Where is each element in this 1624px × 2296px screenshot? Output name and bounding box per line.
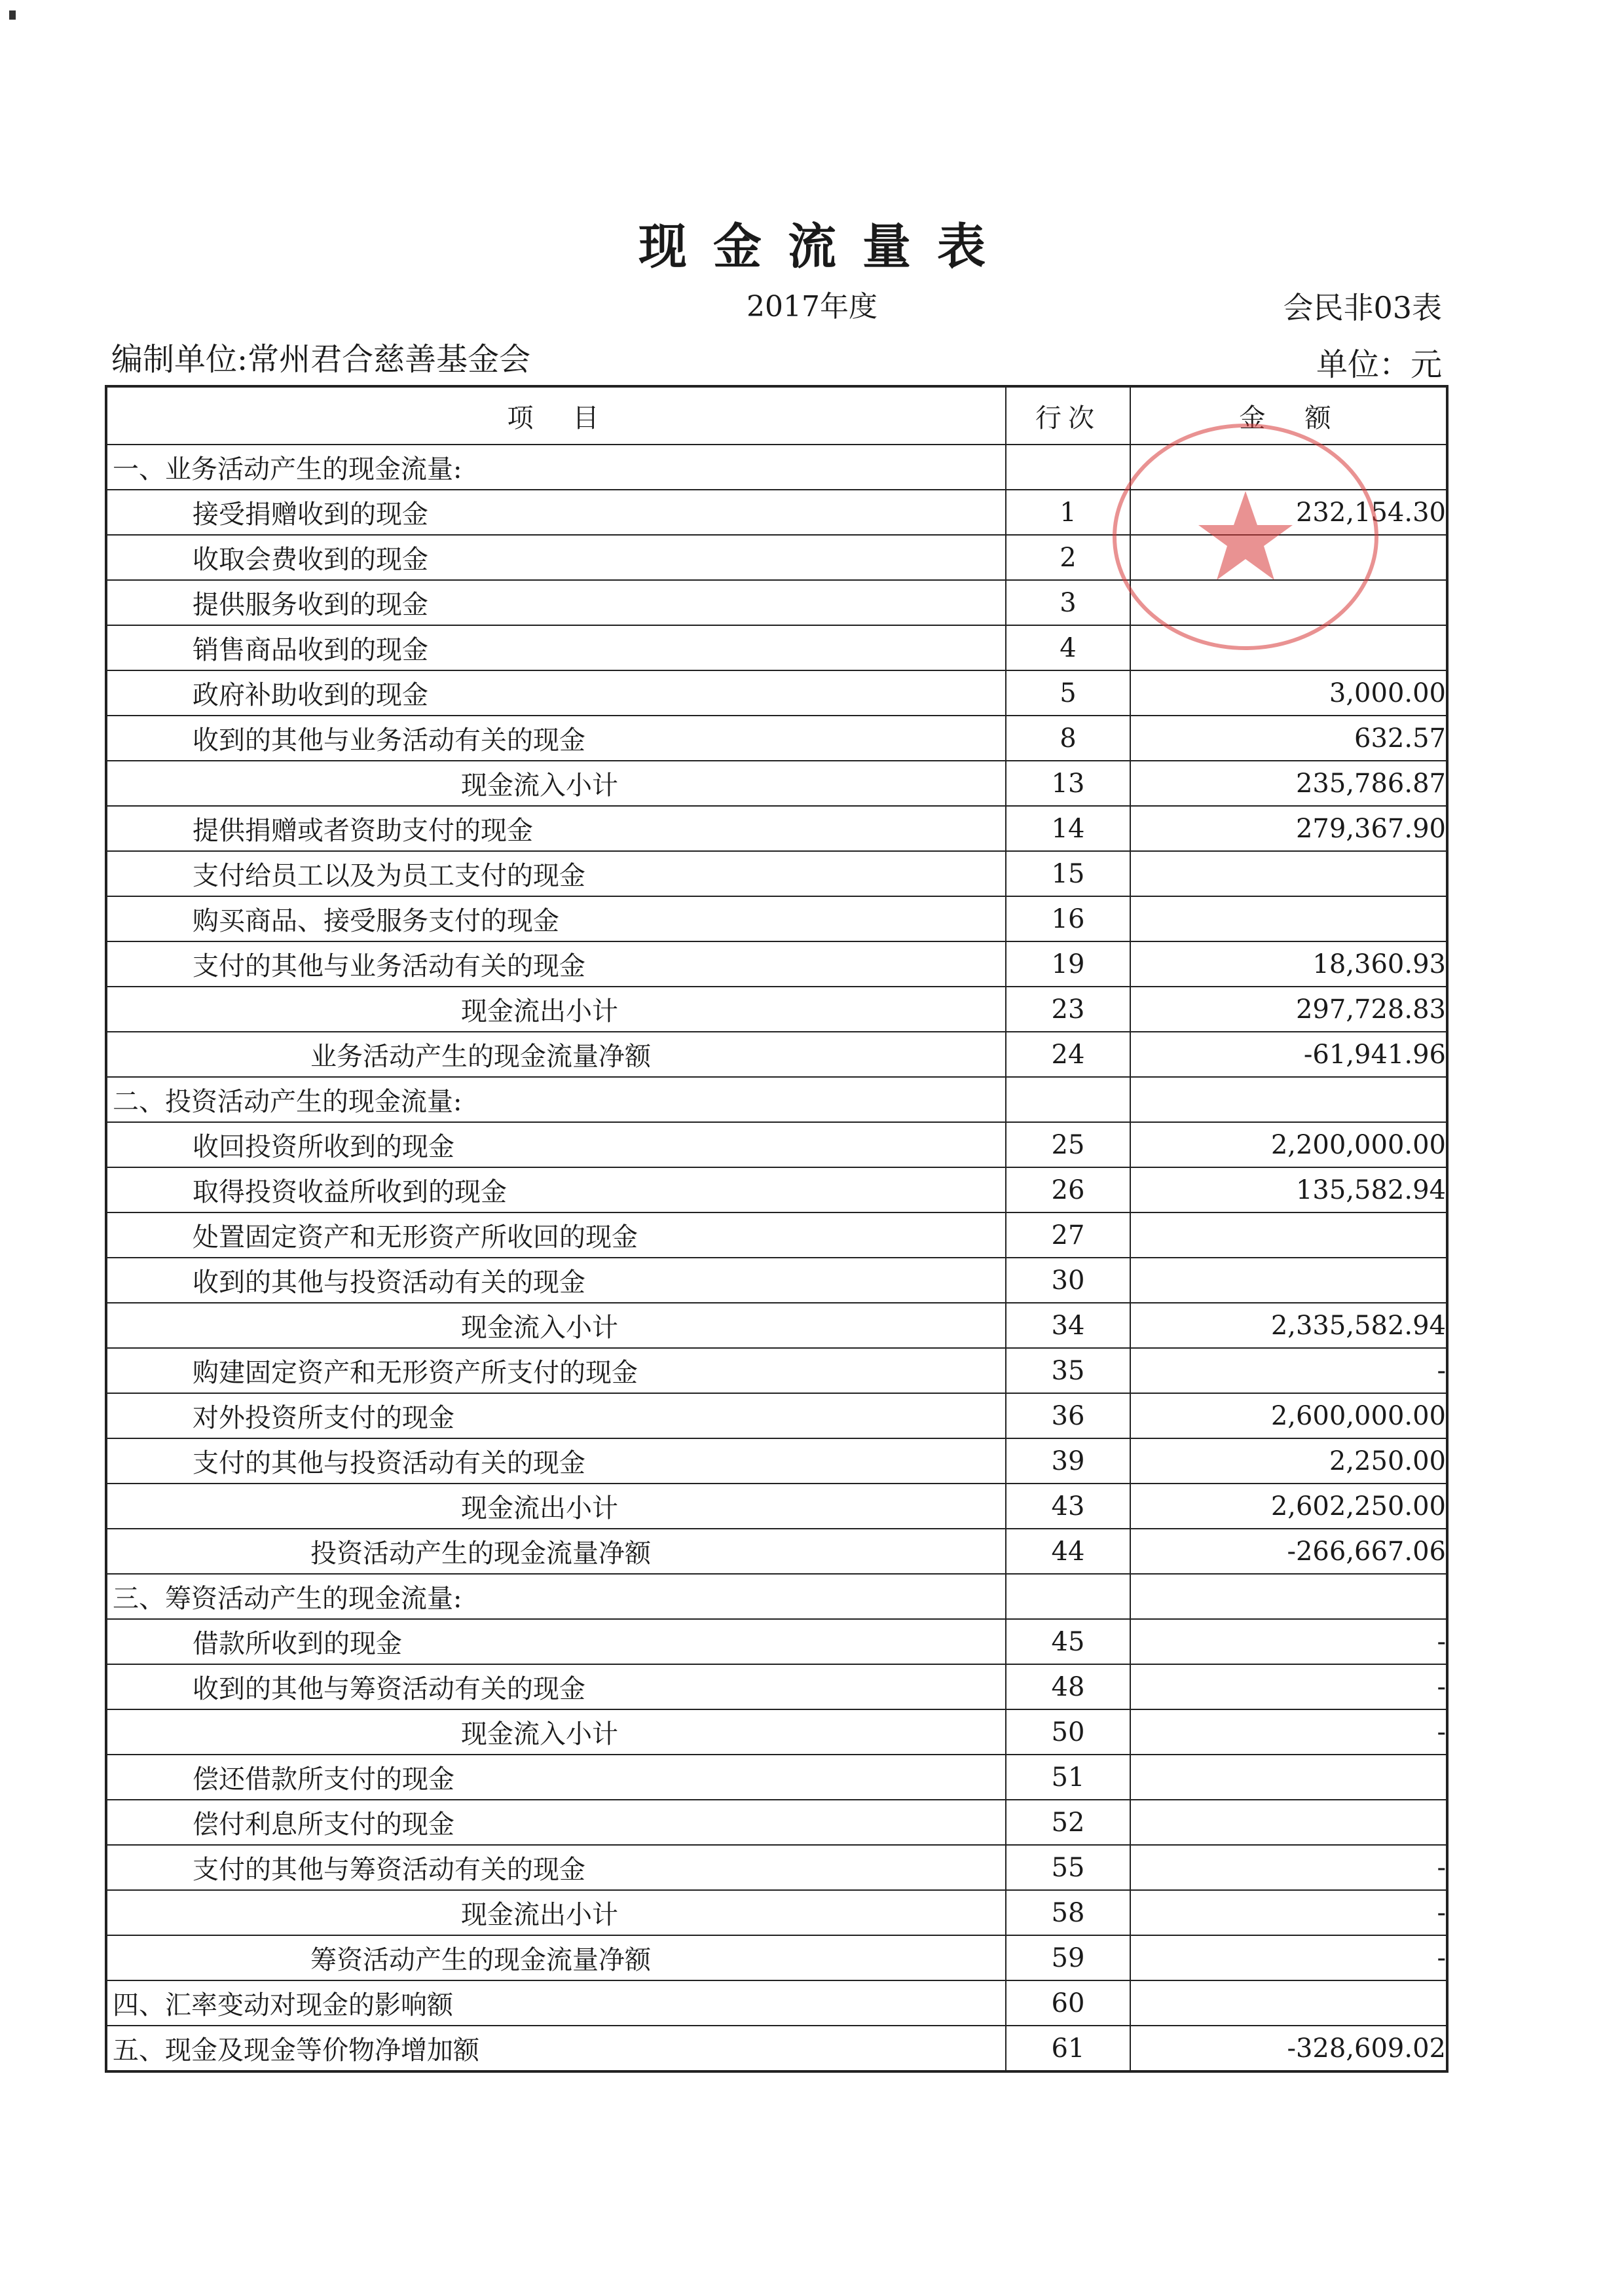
row-line-no: 30: [1006, 1258, 1130, 1303]
row-line-no: 15: [1006, 851, 1130, 896]
table-row: [106, 896, 1447, 941]
row-amount: [1130, 1980, 1447, 2026]
row-item: 收到的其他与业务活动有关的现金: [106, 716, 1006, 761]
row-amount: -266,667.06: [1130, 1529, 1447, 1574]
row-line-no: 16: [1006, 896, 1130, 941]
row-amount: 3,000.00: [1130, 670, 1447, 716]
row-item: 支付给员工以及为员工支付的现金: [106, 851, 1006, 896]
row-item: 偿付利息所支付的现金: [106, 1800, 1006, 1845]
table-row: [106, 490, 1447, 535]
row-amount: -: [1130, 1348, 1447, 1393]
table-row: [106, 1258, 1447, 1303]
table-row: [106, 1438, 1447, 1484]
row-item: 购建固定资产和无形资产所支付的现金: [106, 1348, 1006, 1393]
row-amount: 297,728.83: [1130, 987, 1447, 1032]
row-item: 政府补助收到的现金: [106, 670, 1006, 716]
table-row: [106, 941, 1447, 987]
row-line-no: [1006, 445, 1130, 490]
row-amount: 2,200,000.00: [1130, 1122, 1447, 1167]
row-line-no: 43: [1006, 1484, 1130, 1529]
row-line-no: 36: [1006, 1393, 1130, 1438]
row-item: 购买商品、接受服务支付的现金: [106, 896, 1006, 941]
cash-flow-table: [105, 385, 1449, 2073]
table-row: [106, 1032, 1447, 1077]
row-item: 五、现金及现金等价物净增加额: [106, 2026, 1006, 2071]
row-amount: 279,367.90: [1130, 806, 1447, 851]
row-line-no: 55: [1006, 1845, 1130, 1890]
row-line-no: 51: [1006, 1755, 1130, 1800]
row-item: 提供服务收到的现金: [106, 580, 1006, 625]
row-line-no: 52: [1006, 1800, 1130, 1845]
table-row: [106, 535, 1447, 580]
table-row: [106, 1077, 1447, 1122]
table-row: [106, 580, 1447, 625]
scan-corner-mark: [9, 10, 16, 20]
row-line-no: 24: [1006, 1032, 1130, 1077]
table-row: [106, 1619, 1447, 1664]
table-row: [106, 716, 1447, 761]
row-line-no: 4: [1006, 625, 1130, 670]
table-row: [106, 1845, 1447, 1890]
row-item: 销售商品收到的现金: [106, 625, 1006, 670]
row-amount: -: [1130, 1845, 1447, 1890]
row-item: 偿还借款所支付的现金: [106, 1755, 1006, 1800]
row-line-no: 13: [1006, 761, 1130, 806]
row-amount: -: [1130, 1709, 1447, 1755]
row-amount: -: [1130, 1619, 1447, 1664]
table-row: [106, 1212, 1447, 1258]
row-item: 对外投资所支付的现金: [106, 1393, 1006, 1438]
row-amount: 235,786.87: [1130, 761, 1447, 806]
table-row: [106, 1800, 1447, 1845]
table-row: [106, 806, 1447, 851]
row-amount: [1130, 896, 1447, 941]
row-amount: 2,250.00: [1130, 1438, 1447, 1484]
row-line-no: [1006, 1574, 1130, 1619]
table-row: [106, 1393, 1447, 1438]
header-amount: 金 额: [1130, 386, 1447, 445]
table-row: [106, 1664, 1447, 1709]
row-item: 取得投资收益所收到的现金: [106, 1167, 1006, 1212]
table-row: [106, 1122, 1447, 1167]
fiscal-year: 2017年度: [747, 290, 877, 323]
table-row: [106, 2026, 1447, 2071]
row-line-no: 61: [1006, 2026, 1130, 2071]
row-amount: -: [1130, 1935, 1447, 1980]
row-amount: -328,609.02: [1130, 2026, 1447, 2071]
row-item: 接受捐赠收到的现金: [106, 490, 1006, 535]
table-row: [106, 1755, 1447, 1800]
row-item: 四、汇率变动对现金的影响额: [106, 1980, 1006, 2026]
row-item: 现金流入小计: [106, 761, 1006, 806]
table-header-row: [106, 386, 1447, 445]
row-item: 现金流入小计: [106, 1709, 1006, 1755]
row-amount: [1130, 1258, 1447, 1303]
row-amount: [1130, 580, 1447, 625]
row-line-no: 8: [1006, 716, 1130, 761]
row-line-no: 59: [1006, 1935, 1130, 1980]
row-amount: 232,154.30: [1130, 490, 1447, 535]
row-amount: -: [1130, 1664, 1447, 1709]
row-amount: 632.57: [1130, 716, 1447, 761]
table-row: [106, 987, 1447, 1032]
row-line-no: 26: [1006, 1167, 1130, 1212]
table-row: [106, 1167, 1447, 1212]
currency-unit: 单位：元: [1316, 346, 1442, 383]
row-amount: 2,602,250.00: [1130, 1484, 1447, 1529]
table-row: [106, 761, 1447, 806]
row-amount: -61,941.96: [1130, 1032, 1447, 1077]
row-line-no: 58: [1006, 1890, 1130, 1935]
row-line-no: 35: [1006, 1348, 1130, 1393]
row-item: 一、业务活动产生的现金流量:: [106, 445, 1006, 490]
row-line-no: 2: [1006, 535, 1130, 580]
row-item: 借款所收到的现金: [106, 1619, 1006, 1664]
row-line-no: 1: [1006, 490, 1130, 535]
row-item: 筹资活动产生的现金流量净额: [106, 1935, 1006, 1980]
row-item: 现金流入小计: [106, 1303, 1006, 1348]
row-line-no: 39: [1006, 1438, 1130, 1484]
row-line-no: 50: [1006, 1709, 1130, 1755]
table-row: [106, 625, 1447, 670]
row-line-no: 23: [1006, 987, 1130, 1032]
row-line-no: 3: [1006, 580, 1130, 625]
table-row: [106, 851, 1447, 896]
table-row: [106, 1574, 1447, 1619]
row-amount: [1130, 1800, 1447, 1845]
row-amount: [1130, 1077, 1447, 1122]
table-row: [106, 1529, 1447, 1574]
row-item: 收回投资所收到的现金: [106, 1122, 1006, 1167]
header-line-no: 行次: [1006, 386, 1130, 445]
row-item: 现金流出小计: [106, 1484, 1006, 1529]
row-line-no: 45: [1006, 1619, 1130, 1664]
row-item: 支付的其他与投资活动有关的现金: [106, 1438, 1006, 1484]
row-line-no: 60: [1006, 1980, 1130, 2026]
row-line-no: 27: [1006, 1212, 1130, 1258]
row-item: 现金流出小计: [106, 1890, 1006, 1935]
row-amount: 2,600,000.00: [1130, 1393, 1447, 1438]
row-line-no: 44: [1006, 1529, 1130, 1574]
row-item: 收取会费收到的现金: [106, 535, 1006, 580]
table-row: [106, 1709, 1447, 1755]
row-item: 收到的其他与投资活动有关的现金: [106, 1258, 1006, 1303]
table-row: [106, 1890, 1447, 1935]
row-amount: [1130, 1212, 1447, 1258]
document-title: 现金流量表: [638, 219, 1012, 275]
row-amount: [1130, 445, 1447, 490]
row-item: 业务活动产生的现金流量净额: [106, 1032, 1006, 1077]
table-row: [106, 1484, 1447, 1529]
row-line-no: 25: [1006, 1122, 1130, 1167]
row-line-no: 19: [1006, 941, 1130, 987]
row-amount: 2,335,582.94: [1130, 1303, 1447, 1348]
table-row: [106, 1348, 1447, 1393]
row-line-no: 14: [1006, 806, 1130, 851]
row-item: 收到的其他与筹资活动有关的现金: [106, 1664, 1006, 1709]
row-amount: [1130, 1755, 1447, 1800]
row-item: 现金流出小计: [106, 987, 1006, 1032]
row-amount: [1130, 1574, 1447, 1619]
table-row: [106, 670, 1447, 716]
table-row: [106, 1980, 1447, 2026]
row-amount: [1130, 535, 1447, 580]
table-row: [106, 1303, 1447, 1348]
table-row: [106, 1935, 1447, 1980]
row-item: 三、筹资活动产生的现金流量:: [106, 1574, 1006, 1619]
row-line-no: 5: [1006, 670, 1130, 716]
row-item: 二、投资活动产生的现金流量:: [106, 1077, 1006, 1122]
row-amount: [1130, 625, 1447, 670]
row-item: 提供捐赠或者资助支付的现金: [106, 806, 1006, 851]
preparing-unit: 编制单位:常州君合慈善基金会: [111, 341, 531, 378]
row-amount: -: [1130, 1890, 1447, 1935]
row-line-no: 48: [1006, 1664, 1130, 1709]
row-line-no: 34: [1006, 1303, 1130, 1348]
row-line-no: [1006, 1077, 1130, 1122]
table-row: [106, 445, 1447, 490]
row-item: 投资活动产生的现金流量净额: [106, 1529, 1006, 1574]
form-number: 会民非03表: [1283, 290, 1442, 325]
row-amount: 18,360.93: [1130, 941, 1447, 987]
row-item: 支付的其他与筹资活动有关的现金: [106, 1845, 1006, 1890]
header-item: 项 目: [106, 386, 1006, 445]
row-item: 支付的其他与业务活动有关的现金: [106, 941, 1006, 987]
row-item: 处置固定资产和无形资产所收回的现金: [106, 1212, 1006, 1258]
row-amount: 135,582.94: [1130, 1167, 1447, 1212]
row-amount: [1130, 851, 1447, 896]
